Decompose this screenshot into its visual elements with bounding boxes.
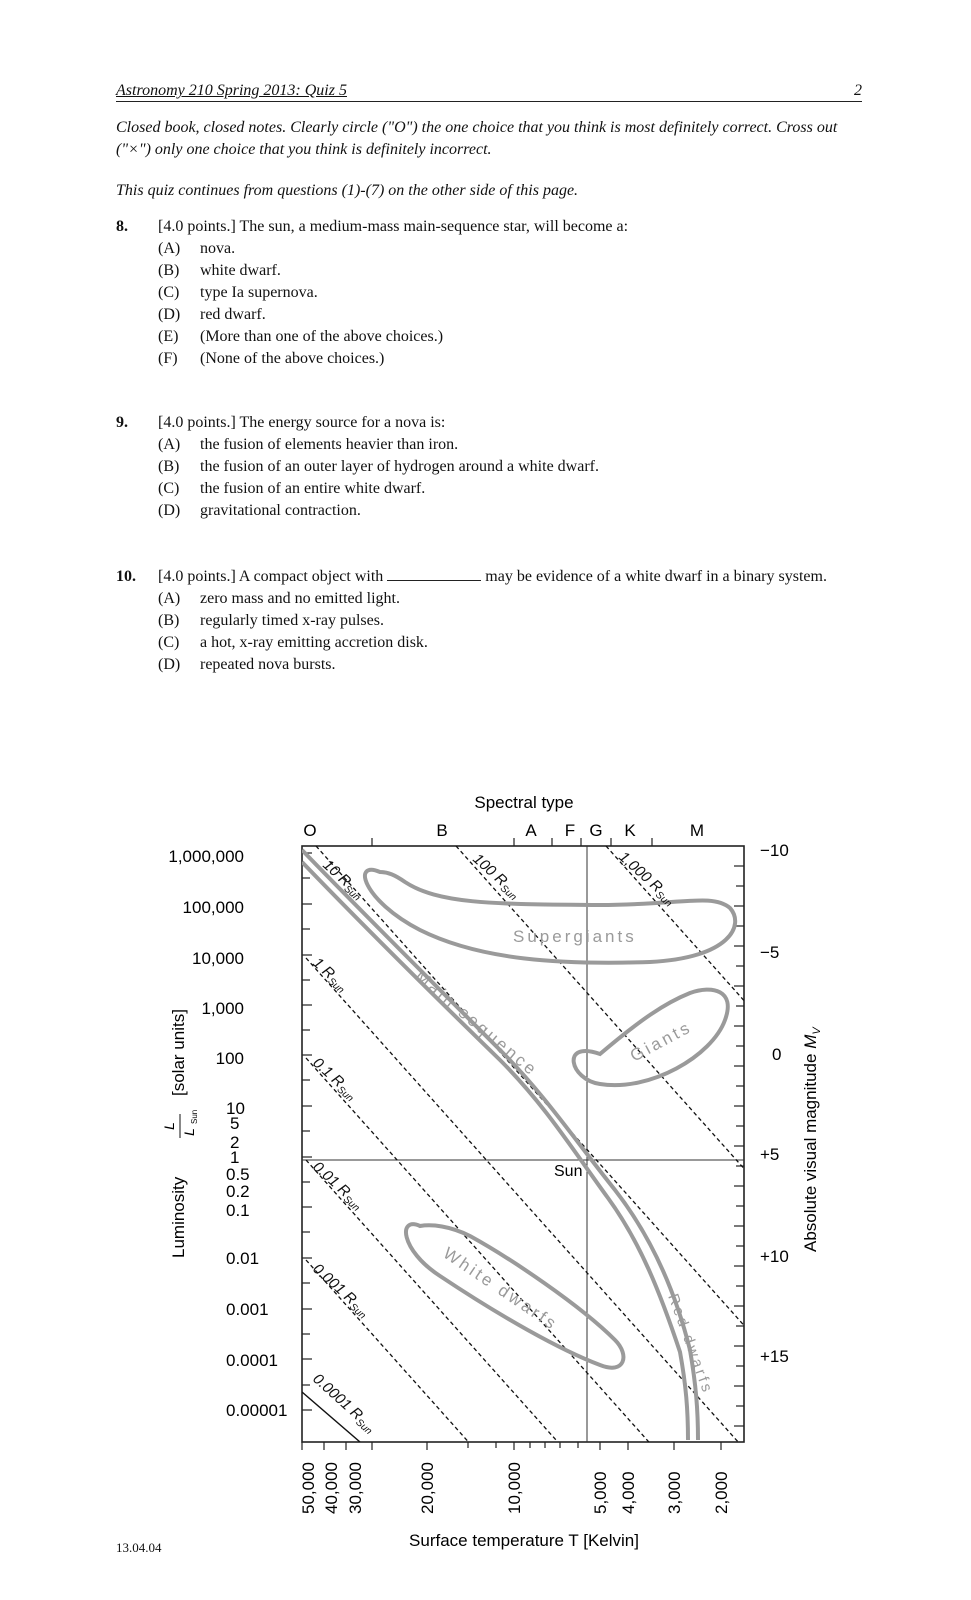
question-9 <box>116 412 876 522</box>
radius-line-0-01 <box>306 1160 806 1550</box>
y-tick-label: 2 <box>230 1133 240 1152</box>
choice-d[interactable]: (D) red dwarf. <box>158 306 266 323</box>
spectral-label-g: G <box>589 821 603 840</box>
spectral-label-b: B <box>436 821 448 840</box>
y-tick-label: 0.001 <box>226 1300 269 1319</box>
hr-diagram <box>0 760 971 1550</box>
y-tick-label: 10 <box>226 1099 245 1118</box>
choice-d[interactable]: (D) gravitational contraction. <box>158 502 361 519</box>
y-tick-label: 0.0001 <box>226 1351 278 1370</box>
question-number: 8. <box>116 218 128 235</box>
svg-text:Sun: Sun <box>190 1109 199 1124</box>
x-tick-label: 4,000 <box>619 1471 638 1514</box>
temperature-tick-labels <box>299 1462 731 1514</box>
y-tick-label: 1 <box>230 1148 240 1167</box>
course-title: Astronomy 210 Spring 2013: Quiz 5 <box>116 82 347 99</box>
y-tick-label: 0.1 <box>226 1201 250 1220</box>
x-tick-label: 30,000 <box>346 1462 365 1514</box>
main-sequence-lower <box>302 862 688 1440</box>
spectral-label-f: F <box>564 821 576 840</box>
radius-line-0-1 <box>306 1058 806 1550</box>
svg-text:Absolute visual magnitude MV: Absolute visual magnitude $M_V$ <box>801 1027 823 1252</box>
question-10 <box>116 566 876 676</box>
y-tick-label: 0.2 <box>226 1182 250 1201</box>
spectral-label-o: O <box>303 821 317 840</box>
radius-line-0-001 <box>306 1260 806 1550</box>
spectral-type-labels <box>303 821 704 840</box>
radius-label-100: 100 $R_{Sun}$ <box>469 850 519 904</box>
svg-text:L: L <box>161 1122 177 1130</box>
radius-label-0-001: 0.001 $R_{Sun}$ <box>309 1260 368 1322</box>
choice-c[interactable]: (C) the fusion of an entire white dwarf. <box>158 480 426 497</box>
radius-label-1000: 1,000 $R_{Sun}$ <box>615 848 674 910</box>
radius-line-1 <box>306 958 806 1518</box>
question-number: 9. <box>116 414 128 431</box>
radius-label-1: 1 $R_{Sun}$ <box>309 954 346 996</box>
svg-text:L: L <box>181 1128 197 1136</box>
choice-b[interactable]: (B) white dwarf. <box>158 262 281 279</box>
choice-a[interactable]: (A) zero mass and no emitted light. <box>158 590 400 607</box>
question-stem: [4.0 points.] The energy source for a nova is: <box>158 414 446 431</box>
supergiants-region <box>365 870 735 963</box>
y-tick-label: 5 <box>230 1114 240 1133</box>
spectral-label-m: M <box>689 821 705 840</box>
y2-tick-label: +10 <box>760 1247 789 1266</box>
question-number: 10. <box>116 568 136 585</box>
main-sequence-label: Main sequence <box>411 966 542 1081</box>
svg-text:Luminosity: Luminosity <box>169 1176 188 1258</box>
luminosity-axis-label <box>161 1009 199 1258</box>
choice-b[interactable]: (B) the fusion of an outer layer of hydrogen around a white dwarf. <box>158 458 599 475</box>
y2-tick-label: +5 <box>760 1145 780 1164</box>
x-tick-label: 2,000 <box>712 1471 731 1514</box>
page-number: 2 <box>854 82 862 99</box>
supergiants-label: Supergiants <box>513 927 637 946</box>
y2-tick-label: +15 <box>760 1347 789 1366</box>
choice-e[interactable]: (E) (More than one of the above choices.) <box>158 328 444 345</box>
choice-f[interactable]: (F) (None of the above choices.) <box>158 350 385 367</box>
y2-tick-label: −5 <box>760 943 780 962</box>
luminosity-tick-labels-small <box>226 1099 287 1420</box>
spectral-label-k: K <box>624 821 636 840</box>
spectral-boundary-ticks <box>372 838 652 846</box>
radius-lines <box>306 846 971 1550</box>
footer-date: 13.04.04 <box>116 1540 162 1555</box>
x-tick-label: 20,000 <box>418 1462 437 1514</box>
question-8 <box>116 216 876 370</box>
x-tick-label: 3,000 <box>665 1471 684 1514</box>
continuation-note: This quiz continues from questions (1)-(7) on the other side of this page. <box>116 182 579 199</box>
giants-label: Giants <box>626 1017 696 1066</box>
quiz-header <box>116 82 862 102</box>
temperature-axis-label: Surface temperature T [Kelvin] <box>409 1531 639 1550</box>
sun-label: Sun <box>554 1163 583 1180</box>
radius-label-0-01: 0.01 $R_{Sun}$ <box>309 1158 362 1214</box>
y-tick-label: 1,000 <box>201 999 244 1018</box>
svg-text:[solar units]: [solar units] <box>169 1009 188 1096</box>
radius-label-10: 10 $R_{Sun}$ <box>319 856 363 904</box>
magnitude-tick-labels <box>760 841 789 1366</box>
spectral-type-title: Spectral type <box>474 793 574 812</box>
y-tick-label: 100,000 <box>182 898 244 917</box>
radius-line-1000 <box>606 846 971 1406</box>
question-stem: [4.0 points.] The sun, a medium-mass main-sequence star, will become a: <box>158 218 629 235</box>
choice-a[interactable]: (A) the fusion of elements heavier than iron. <box>158 436 459 453</box>
y-tick-label: 100 <box>215 1049 244 1068</box>
choice-b[interactable]: (B) regularly timed x-ray pulses. <box>158 612 384 629</box>
main-sequence-upper <box>302 850 698 1440</box>
choice-c[interactable]: (C) a hot, x-ray emitting accretion disk. <box>158 634 428 651</box>
spectral-label-a: A <box>525 821 537 840</box>
question-stem: [4.0 points.] A compact object with may be evidence of a white dwarf in a binary system. <box>158 568 827 585</box>
x-tick-label: 5,000 <box>591 1471 610 1514</box>
x-tick-label: 50,000 <box>299 1462 318 1514</box>
y2-tick-label: 0 <box>772 1045 782 1064</box>
x-tick-label: 40,000 <box>322 1462 341 1514</box>
white-dwarfs-label: White dwarfs <box>439 1243 562 1335</box>
y-tick-label: 0.01 <box>226 1249 260 1268</box>
radius-label-0-1: 0.1 $R_{Sun}$ <box>309 1054 356 1105</box>
red-dwarfs-label: Red dwarfs <box>664 1291 717 1397</box>
answer-blank <box>387 566 481 581</box>
choice-a[interactable]: (A) nova. <box>158 240 236 257</box>
y-tick-label: 0.5 <box>226 1165 250 1184</box>
x-tick-label: 10,000 <box>505 1462 524 1514</box>
y-tick-label: 0.00001 <box>226 1401 288 1420</box>
radius-label-0-0001: 0.0001 $R_{Sun}$ <box>309 1370 374 1438</box>
choice-c[interactable]: (C) type Ia supernova. <box>158 284 318 301</box>
magnitude-axis-label <box>801 1026 823 1252</box>
choice-d[interactable]: (D) repeated nova bursts. <box>158 656 336 673</box>
instructions: Closed book, closed notes. Clearly circle ("O") the one choice that you think is most definitely correct. Cross out ("×") only one choice that you think is definitely incorrect. <box>116 119 838 158</box>
y-tick-label: 10,000 <box>192 949 244 968</box>
y-tick-label: 1,000,000 <box>168 847 244 866</box>
y2-tick-label: −10 <box>760 841 789 860</box>
